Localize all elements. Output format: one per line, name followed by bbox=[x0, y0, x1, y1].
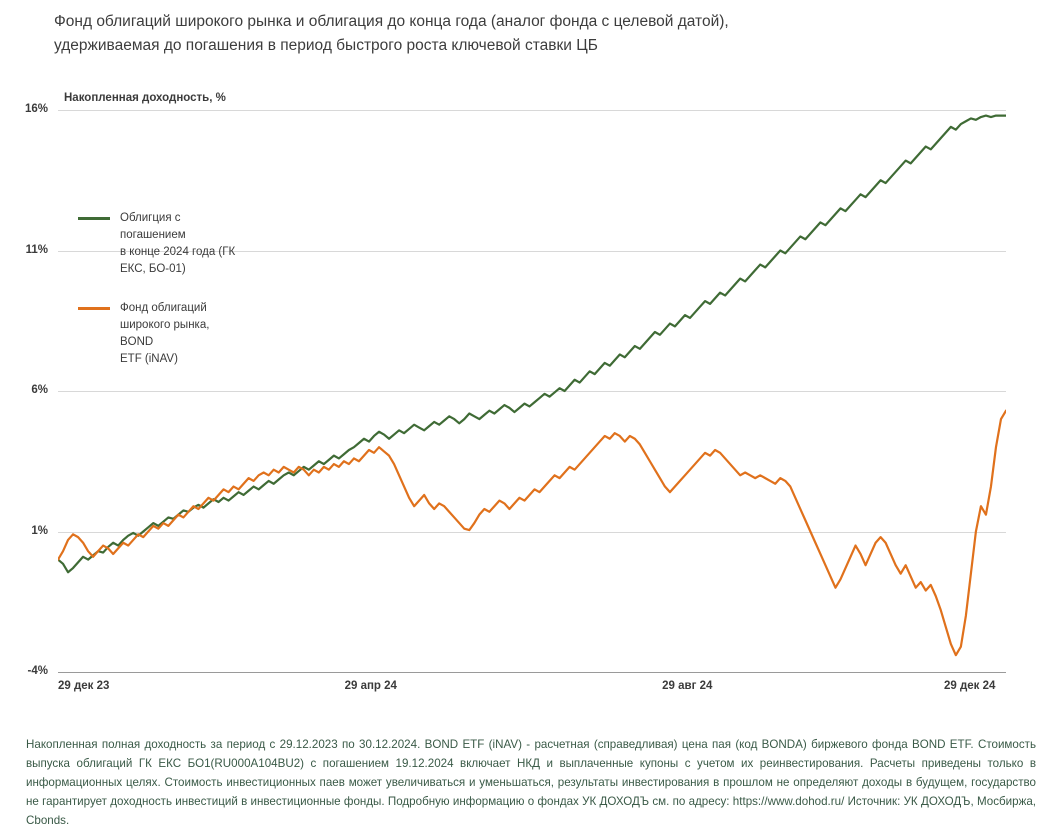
x-tick-label: 29 авг 24 bbox=[662, 680, 713, 692]
y-tick-label: 16% bbox=[24, 103, 48, 115]
footnote-text: Накопленная полная доходность за период с 29.12.2023 по 30.12.2024. BOND ETF (iNAV) - расчетная (справедливая) цена пая (код BONDA) биржевого фонда BOND ETF. Стоимость выпуска облигаций ГК ЕКС БО1(RU000A104BU2) с погашением 19.12.2024 включает НКД и выплаченные купоны с учетом их реинвестирования. Расчеты приведены только в информационных целях. Стоимость инвестиционных паев может увеличиваться и уменьшаться, результаты инвестирования в прошлом не определяют доходы в будущем, государство не гарантирует доходность инвестиций в инвестиционные фонды. Подробную информацию о фондах УК ДОХОДЪ см. по адресу: https://www.dohod.ru/ Источник: УК ДОХОДЪ, Мосбиржа, Cbonds. bbox=[26, 738, 1036, 827]
legend-label-bond-1: Облигция с погашением bbox=[120, 212, 186, 241]
x-tick-label: 29 дек 23 bbox=[58, 680, 110, 692]
y-tick-label: 6% bbox=[31, 384, 48, 396]
legend-label-bond-2: в конце 2024 года (ГК bbox=[120, 246, 236, 258]
legend-swatch-fund bbox=[78, 307, 110, 310]
legend-swatch-bond bbox=[78, 217, 110, 220]
legend-label-fund-2: широкого рынка, BOND bbox=[120, 319, 210, 348]
x-tick-label: 29 апр 24 bbox=[344, 680, 397, 692]
x-axis-line bbox=[58, 672, 1006, 673]
legend-label-fund-3: ETF (iNAV) bbox=[120, 353, 178, 365]
series-lines bbox=[58, 110, 1006, 672]
y-tick-label: -4% bbox=[27, 665, 48, 677]
legend-item-fund bbox=[78, 300, 240, 368]
chart-legend bbox=[78, 210, 240, 390]
legend-label-fund-1: Фонд облигаций bbox=[120, 302, 207, 314]
legend-label-bond-3: ЕКС, БО-01) bbox=[120, 263, 186, 275]
series-line bbox=[58, 411, 1006, 655]
footnote bbox=[26, 735, 1036, 830]
title-line-2: удерживаемая до погашения в период быстрого роста ключевой ставки ЦБ bbox=[54, 37, 598, 54]
y-axis-title: Накопленная доходность, % bbox=[64, 92, 226, 104]
title-line-1: Фонд облигаций широкого рынка и облигация до конца года (аналог фонда с целевой датой), bbox=[54, 13, 729, 30]
page-title bbox=[54, 10, 1014, 58]
plot-area bbox=[0, 88, 1062, 708]
x-tick-label: 29 дек 24 bbox=[944, 680, 996, 692]
y-tick-label: 11% bbox=[25, 243, 48, 256]
y-tick-label: 1% bbox=[31, 524, 48, 537]
legend-item-bond bbox=[78, 210, 240, 278]
